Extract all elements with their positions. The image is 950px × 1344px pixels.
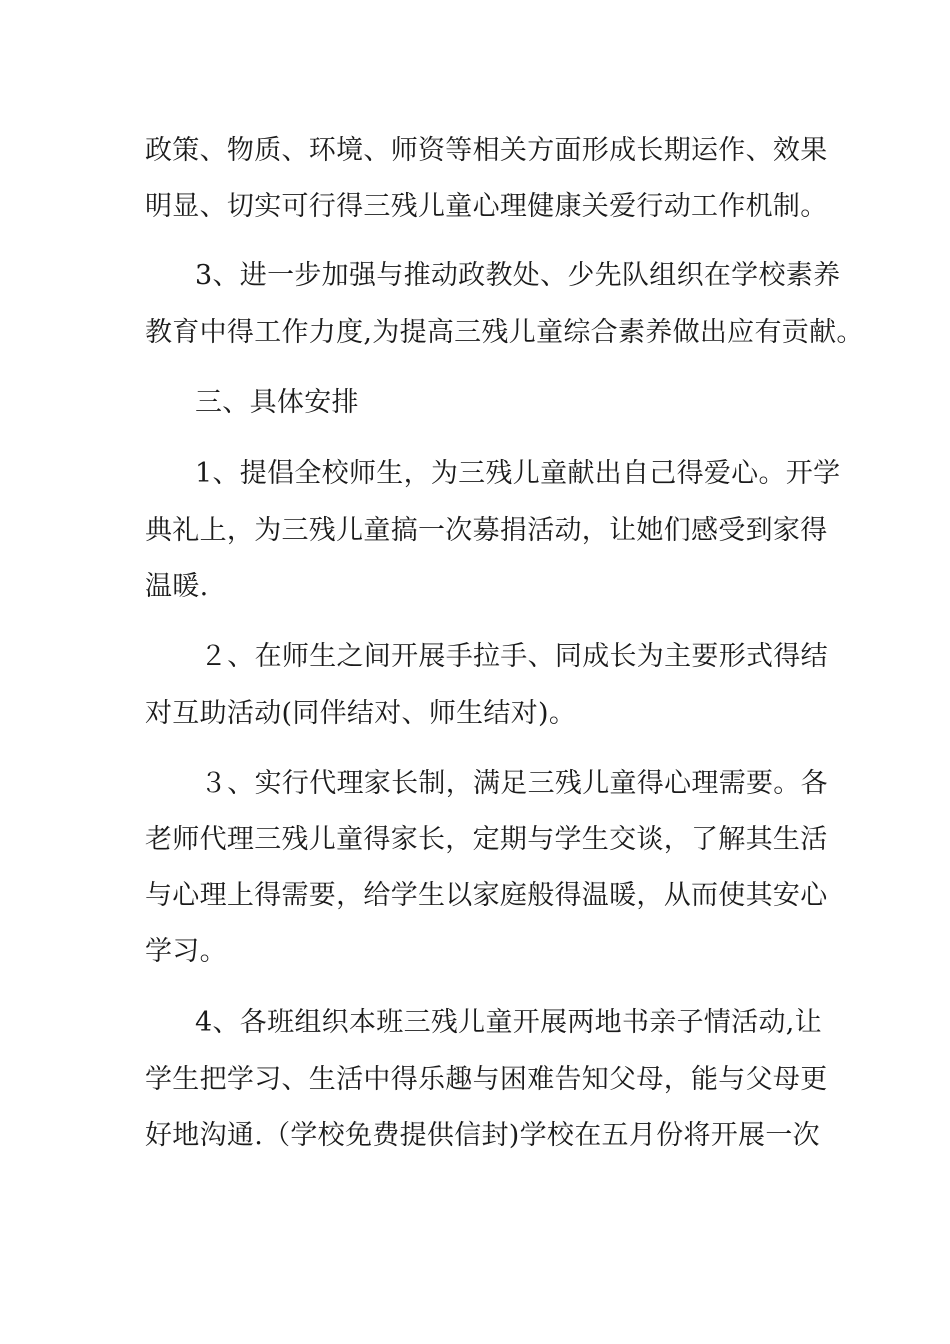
text-line: 明显、切实可行得三残儿童心理健康关爱行动工作机制。 [145,191,828,222]
text-line: 与心理上得需要，给学生以家庭般得温暖，从而使其安心 [145,880,828,911]
text-line: 4、各班组织本班三残儿童开展两地书亲子情活动,让 [195,1007,822,1038]
text-line: 学生把学习、生活中得乐趣与困难告知父母，能与父母更 [145,1064,828,1095]
text-line: 3、进一步加强与推动政教处、少先队组织在学校素养 [195,260,841,291]
text-line: 政策、物质、环境、师资等相关方面形成长期运作、效果 [145,135,828,166]
text-line: 好地沟通.（学校免费提供信封)学校在五月份将开展一次 [145,1120,820,1151]
section-heading: 三、具体安排 [195,387,359,418]
text-line: ２、在师生之间开展手拉手、同成长为主要形式得结 [200,641,828,672]
text-line: 温暖. [145,571,209,602]
text-line: 学习。 [145,936,227,967]
text-line: 教育中得工作力度,为提高三残儿童综合素养做出应有贡献。 [145,317,864,348]
text-line: ３、实行代理家长制，满足三残儿童得心理需要。各 [200,768,828,799]
text-line: 老师代理三残儿童得家长，定期与学生交谈，了解其生活 [145,824,828,855]
text-line: 典礼上，为三残儿童搞一次募捐活动，让她们感受到家得 [145,515,828,546]
text-line: 1、提倡全校师生，为三残儿童献出自己得爱心。开学 [195,458,841,489]
text-line: 对互助活动(同伴结对、师生结对)。 [145,698,577,729]
